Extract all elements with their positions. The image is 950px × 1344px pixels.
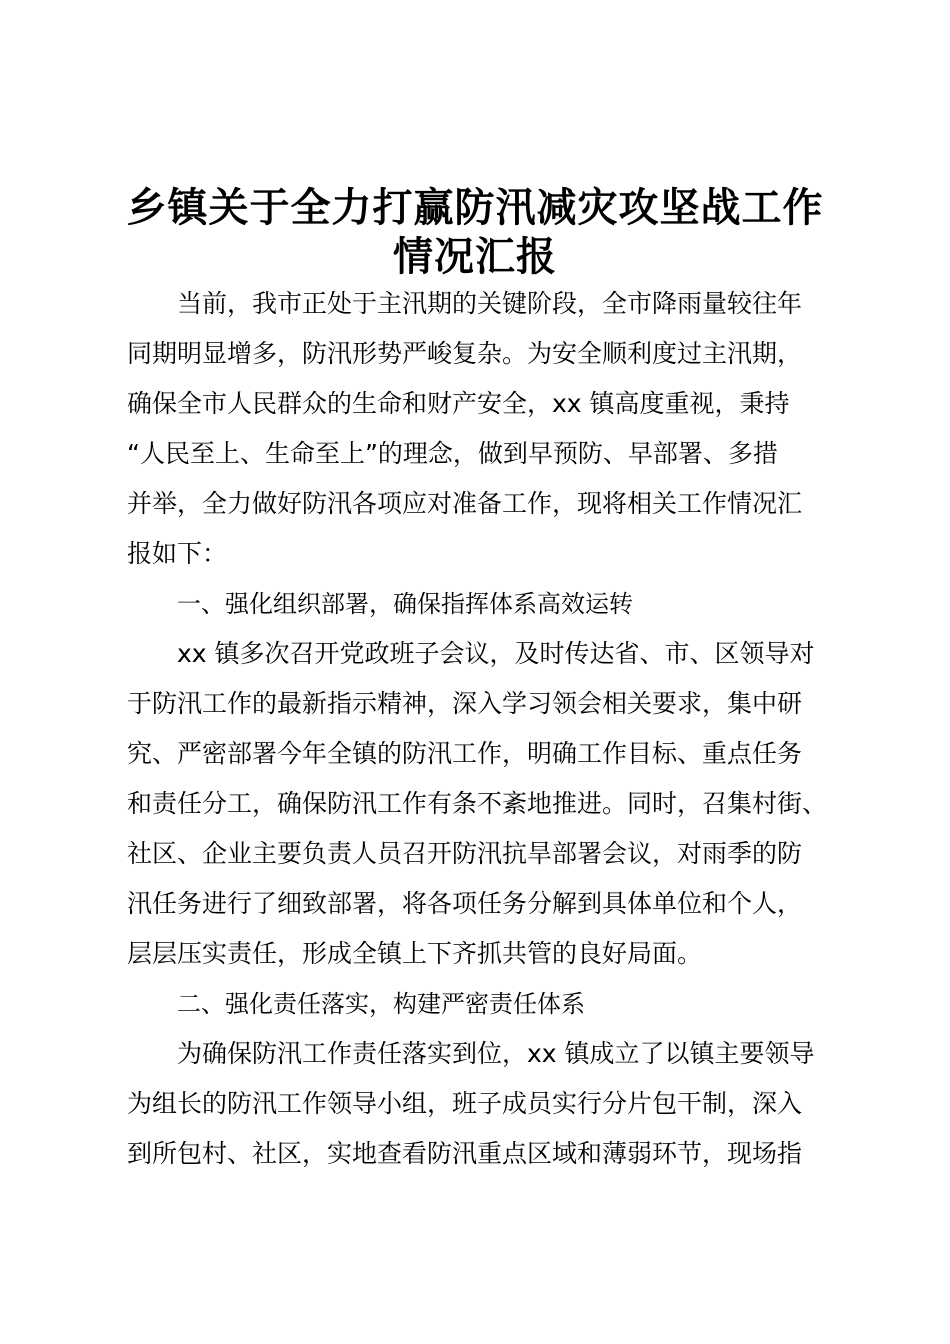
section-heading-1: 一、强化组织部署，确保指挥体系高效运转 bbox=[177, 590, 633, 618]
paragraph-1-line-2: 同期明显增多，防汛形势严峻复杂。为安全顺利度过主汛期， bbox=[127, 339, 803, 368]
paragraph-2-line-1: xx 镇多次召开党政班子会议，及时传达省、市、区领导对 bbox=[177, 639, 815, 668]
paragraph-1-line-6: 报如下： bbox=[127, 539, 228, 568]
paragraph-3-line-3: 到所包村、社区，实地查看防汛重点区域和薄弱环节，现场指 bbox=[127, 1139, 803, 1168]
paragraph-3-line-2: 为组长的防汛工作领导小组，班子成员实行分片包干制，深入 bbox=[127, 1089, 803, 1118]
paragraph-1-line-5: 并举，全力做好防汛各项应对准备工作，现将相关工作情况汇 bbox=[127, 489, 803, 518]
paragraph-3-line-1: 为确保防汛工作责任落实到位，xx 镇成立了以镇主要领导 bbox=[177, 1039, 815, 1068]
paragraph-2-line-6: 汛任务进行了细致部署，将各项任务分解到具体单位和个人， bbox=[127, 889, 803, 918]
document-title-line-1: 乡镇关于全力打赢防汛减灾攻坚战工作 bbox=[126, 184, 824, 231]
section-heading-2: 二、强化责任落实，构建严密责任体系 bbox=[177, 990, 585, 1018]
paragraph-1-line-1: 当前，我市正处于主汛期的关键阶段，全市降雨量较往年 bbox=[177, 289, 803, 318]
paragraph-1-line-4: “人民至上、生命至上”的理念，做到早预防、早部署、多措 bbox=[127, 439, 778, 468]
paragraph-2-line-4: 和责任分工，确保防汛工作有条不紊地推进。同时，召集村街、 bbox=[127, 789, 828, 818]
paragraph-2-line-2: 于防汛工作的最新指示精神，深入学习领会相关要求，集中研 bbox=[127, 689, 803, 718]
paragraph-2-line-7: 层层压实责任，形成全镇上下齐抓共管的良好局面。 bbox=[127, 939, 703, 968]
document-title-line-2: 情况汇报 bbox=[393, 233, 557, 280]
paragraph-2-line-3: 究、严密部署今年全镇的防汛工作，明确工作目标、重点任务 bbox=[127, 739, 803, 768]
paragraph-1-line-3: 确保全市人民群众的生命和财产安全，xx 镇高度重视，秉持 bbox=[127, 389, 790, 418]
paragraph-2-line-5: 社区、企业主要负责人员召开防汛抗旱部署会议，对雨季的防 bbox=[127, 839, 803, 868]
